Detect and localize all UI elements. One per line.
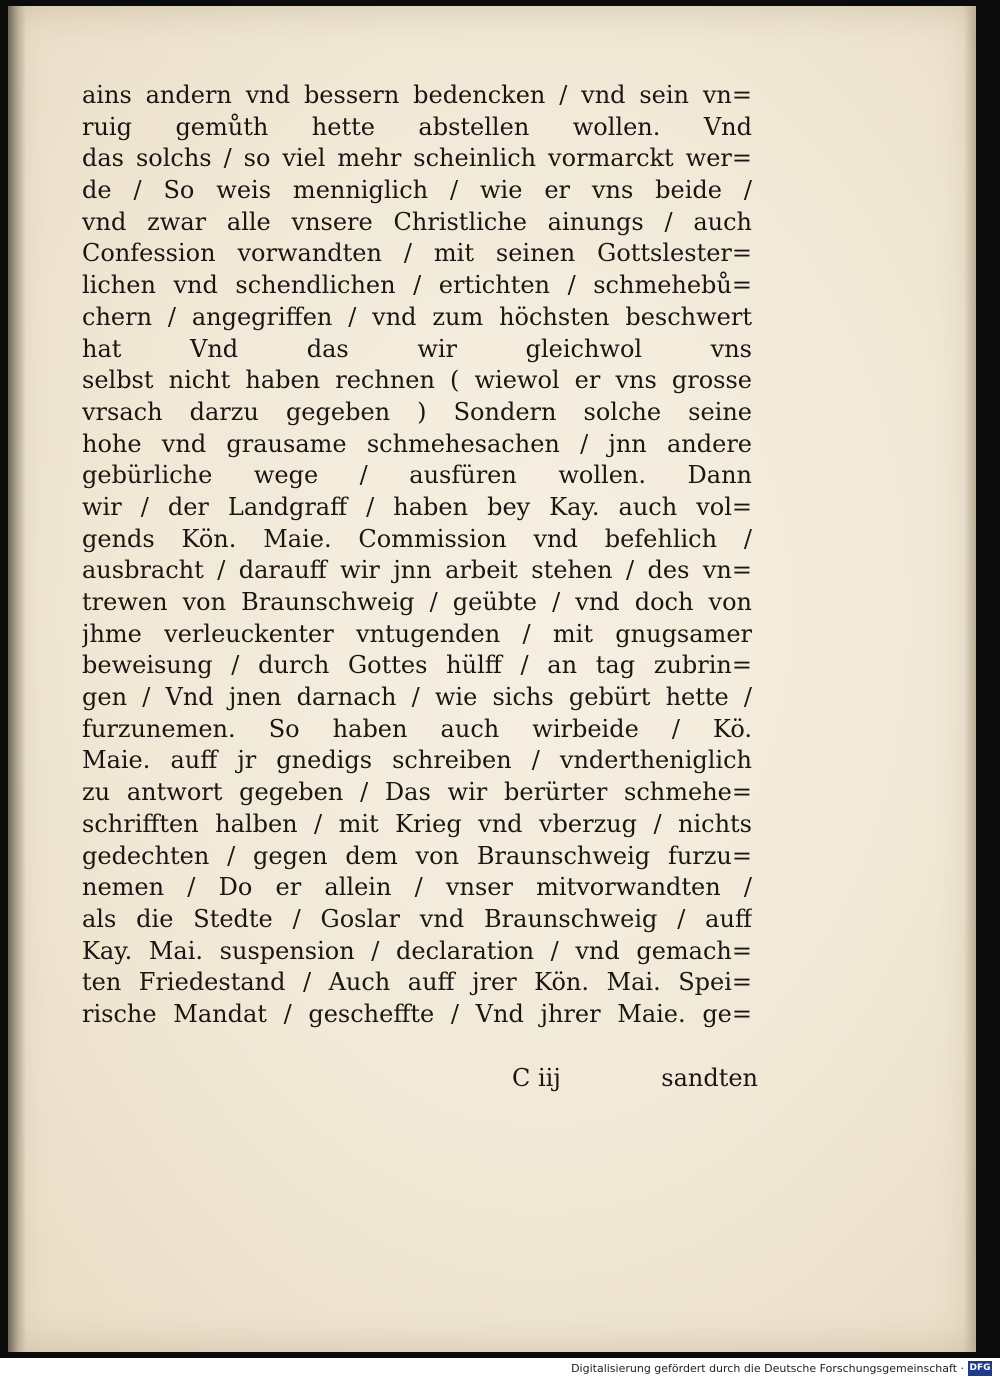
text-line: Maie. auff jr gnedigs schreiben / vndertheniglich <box>82 746 752 775</box>
text-line: rische Mandat / gescheffte / Vnd jhrer Maie. ge= <box>82 999 752 1028</box>
text-line: jhme verleuckenter vntugenden / mit gnugsamer <box>82 619 752 648</box>
text-line: trewen von Braunschweig / geübte / vnd doch von <box>82 588 752 616</box>
text-line: ausbracht / darauff wir jnn arbeit stehen / des vn= <box>82 556 752 585</box>
catchword: sandten <box>661 1064 758 1092</box>
page-foot <box>512 1064 758 1098</box>
text-line: selbst nicht haben rechnen ( wiewol er vns grosse <box>82 366 752 395</box>
text-line: vnd zwar alle vnsere Christliche ainungs / auch <box>82 207 752 236</box>
text-line: hat Vnd das wir gleichwol vns <box>82 334 752 363</box>
text-line: chern / angegriffen / vnd zum höchsten beschwert <box>82 302 752 331</box>
text-block <box>82 80 752 1031</box>
signature-mark: C iij <box>512 1064 561 1092</box>
text-line: Confession vorwandten / mit seinen Gottslester= <box>82 239 752 268</box>
text-line: nemen / Do er allein / vnser mitvorwandten / <box>82 873 752 902</box>
text-line: ruig gemůth hette abstellen wollen. Vnd <box>82 112 752 141</box>
text-line: ten Friedestand / Auch auff jrer Kön. Mai. Spei= <box>82 968 752 997</box>
text-line: lichen vnd schendlichen / ertichten / schmehebů= <box>82 271 752 300</box>
page-edge-shadow <box>964 6 976 1352</box>
text-line: gen / Vnd jnen darnach / wie sichs gebürt hette / <box>82 683 752 712</box>
text-line: gends Kön. Maie. Commission vnd befehlich / <box>82 524 752 553</box>
text-line: Kay. Mai. suspension / declaration / vnd gemach= <box>82 936 752 965</box>
text-line: furzunemen. So haben auch wirbeide / Kö. <box>82 714 752 743</box>
text-line: ains andern vnd bessern bedencken / vnd sein vn= <box>82 81 752 109</box>
page-edge-shadow <box>8 6 26 1352</box>
text-line: gedechten / gegen dem von Braunschweig furzu= <box>82 841 752 870</box>
text-line: vrsach darzu gegeben ) Sondern solche seine <box>82 397 752 426</box>
text-line: schrifften halben / mit Krieg vnd vberzug / nichts <box>82 809 752 838</box>
text-line: zu antwort gegeben / Das wir berürter schmehe= <box>82 778 752 807</box>
text-line: beweisung / durch Gottes hülff / an tag zubrin= <box>82 651 752 680</box>
text-line: das solchs / so viel mehr scheinlich vormarckt wer= <box>82 144 752 173</box>
text-line: hohe vnd grausame schmehesachen / jnn andere <box>82 429 752 458</box>
funding-credit: Digitalisierung gefördert durch die Deutsche Forschungsgemeinschaft · <box>571 1362 964 1375</box>
dfg-logo-icon: DFG <box>968 1361 992 1376</box>
text-line: de / So weis menniglich / wie er vns beide / <box>82 176 752 205</box>
text-line: wir / der Landgraff / haben bey Kay. auch vol= <box>82 492 752 521</box>
text-line: gebürliche wege / ausfüren wollen. Dann <box>82 461 752 490</box>
footer-bar <box>0 1358 1000 1380</box>
text-line: als die Stedte / Goslar vnd Braunschweig / auff <box>82 904 752 933</box>
